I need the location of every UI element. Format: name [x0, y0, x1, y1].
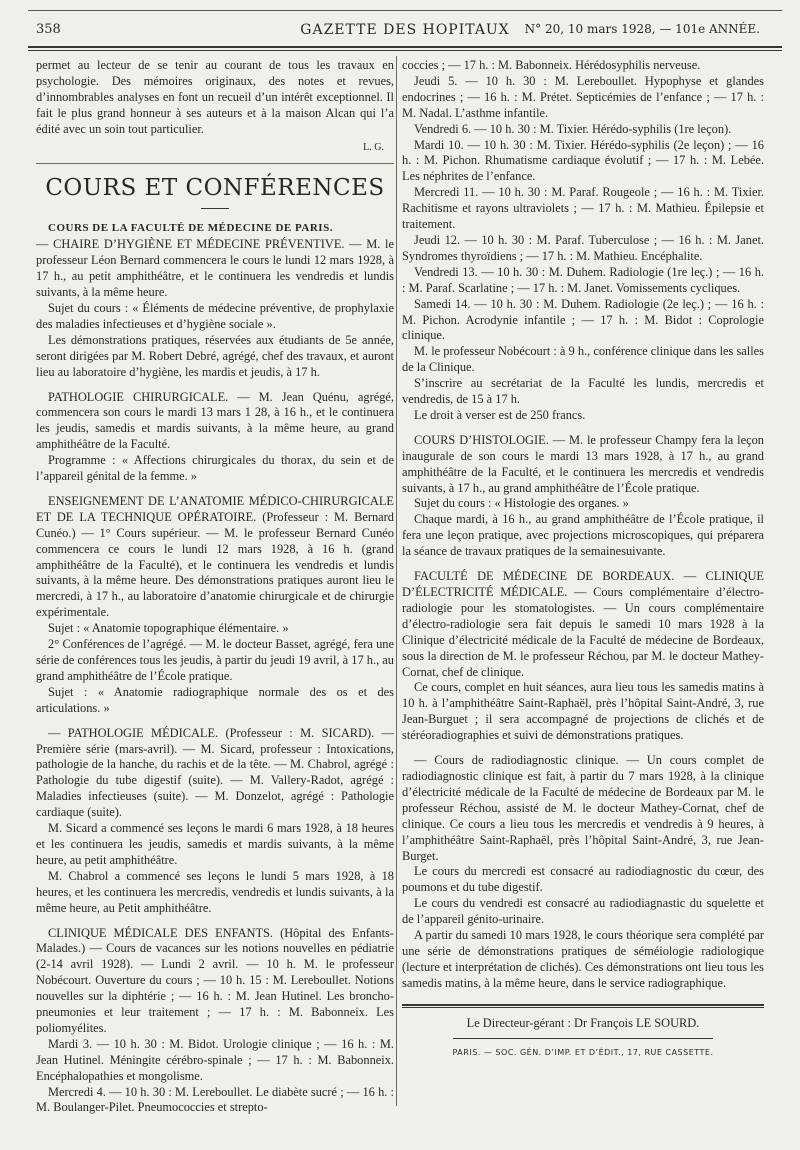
surgical-pathology-program: Programme : « Affections chirurgicales du thorax, du sein et de l’appareil génital de la femme. »: [36, 453, 394, 484]
chabrol-lessons: M. Chabrol a commencé ses leçons le lundi 5 mars 1928, à 18 heures, et les continuera les mercredis, vendredis et lundis suivants, à la même heure, au Petit amphithéâtre.: [36, 868, 394, 915]
anatomy-course-paragraph: ENSEIGNEMENT DE L’ANATOMIE MÉDICO-CHIRURGICALE ET DE LA TECHNIQUE OPÉRATOIRE. (Professeur : M. Bernard Cunéo.) — 1° Cours supérieur. — M. le professeur Bernard Cunéo commencera ce cours le lundi 12 mars 1928, à 16 h. (grand amphithéâtre de la Faculté), et le continuera les vendredis et lundis suivants, à la même heure. Des démonstrations pratiques auront lieu le mercredi, à 17 h., au laboratoire d’anatomie chirurgicale et de chirurgie expérimentale.: [36, 493, 394, 620]
bordeaux-paragraph: FACULTÉ DE MÉDECINE DE BORDEAUX. — CLINIQUE D’ÉLECTRICITÉ MÉDICALE. — Cours complémentaire d’électro-radiologie pour les stomatologistes. — Un cours complémentaire d’électro-radiologie sera fait depuis le samedi 10 mars 1928 à la Clinique d’électricité médicale de la Faculté de médecine de Bordeaux, sous la direction de M. le professeur Réchou, par M. le docteur Mathey-Cornat, chef de clinique.: [402, 569, 764, 679]
schedule-jeudi-5: Jeudi 5. — 10 h. 30 : M. Lereboullet. Hypophyse et glandes endocrines ; — 16 h. : M. Prétet. Septicémies de l’enfance ; — 17 h. : M. Nadal. L’asthme infantile.: [402, 73, 764, 120]
footer-rule-thin: [402, 1007, 764, 1008]
histology-practical: Chaque mardi, à 16 h., au grand amphithéâtre de l’École pratique, il fera une leçon pratique, avec projections microscopiques, qui préparera la séance de travaux pratiques de la semainesuivante.: [402, 512, 764, 559]
anatomy-radiographic-subject: Sujet : « Anatomie radiographique normale des os et des articulations. »: [36, 684, 394, 715]
title-rule: [201, 208, 229, 209]
page-header: [28, 8, 782, 48]
histology-subject: Sujet du cours : « Histologie des organes. »: [414, 496, 629, 511]
right-column: [402, 58, 764, 1060]
children-clinic-paragraph: CLINIQUE MÉDICALE DES ENFANTS. (Hôpital des Enfants-Malades.) — Cours de vacances sur les notions nouvelles en pédiatrie (2-14 avril 1928). — Lundi 2 avril. — 10 h. M. le professeur Nobécourt. Ouverture du cours ; — 10 h. 15 : M. Lereboullet. Notions nouvelles sur la diphtérie ; — 16 h. : M. Jean Hutinel. Les broncho-pneumonies et leur traitement ; — 17 h. : M. Babonneix. Les poliomyélites.: [36, 925, 394, 1035]
section-title: COURS ET CONFÉRENCES: [45, 175, 385, 202]
radiodiagnostic-wednesday: Le cours du mercredi est consacré au radiodiagnostic du cœur, des poumons et du tube digestif.: [402, 864, 764, 895]
anatomy-subject: Sujet : « Anatomie topographique élémentaire. »: [48, 621, 289, 636]
header-top-rule: [28, 10, 782, 11]
left-column: [36, 58, 394, 1116]
schedule-jeudi-12: Jeudi 12. — 10 h. 30 : M. Paraf. Tuberculose ; — 16 h. : M. Janet. Syndromes thyroïdiens ; — 17 h. : M. Mathieu. Encéphalite.: [402, 232, 764, 263]
journal-title: GAZETTE DES HOPITAUX: [300, 22, 510, 38]
sicard-lessons: M. Sicard a commencé ses leçons le mardi 6 mars 1928, à 18 heures et les continuera les jeudis, samedis et mardis suivants, à la même heure, au petit amphithéâtre.: [36, 821, 394, 867]
radiodiagnostic-friday: Le cours du vendredi est consacré au radiodiagnastic du squelette et de l’appareil génito-urinaire.: [402, 896, 764, 927]
children-clinic-wednesday: Mercredi 4. — 10 h. 30 : M. Lereboullet. Le diabète sucré ; — 16 h. : M. Boulanger-Pilet. Pneumococcies et strepto-: [36, 1084, 394, 1115]
fee-note: Le droit à verser est de 250 francs.: [414, 407, 586, 422]
hygiene-subject: Sujet du cours : « Éléments de médecine préventive, de prophylaxie des maladies infectieuses et d’hygiène sociale ».: [36, 300, 394, 331]
medical-pathology-paragraph: — PATHOLOGIE MÉDICALE. (Professeur : M. SICARD). — Première série (mars-avril). — M. Sicard, professeur : Intoxications, pathologie de la hanche, du rachis et de la tête. — M. Chabrol, agrégé : Pathologie du tube digestif (suite). — M. Vallery-Radot, agrégé : Maladies infectieuses (suite). — M. Donzelot, agrégé : Pathologie cardiaque (suite).: [36, 725, 394, 820]
printer-line: PARIS. — SOC. GÉN. D’IMP. ET D’ÉDIT., 17, RUE CASSETTE.: [452, 1047, 714, 1057]
bordeaux-course-details: Ce cours, complet en huit séances, aura lieu tous les samedis matins à 10 h. à l’amphithéâtre Saint-Raphaël, près l’hôpital Saint-André, 3, rue Jean-Burguet ; il sera accompagné de projections de clichés et de stéréoradiographies et suivi de démonstrations pratiques.: [402, 680, 764, 743]
schedule-samedi-14: Samedi 14. — 10 h. 30 : M. Duhem. Radiologie (2e leç.) ; — 16 h. : M. Pichon. Acrodynie infantile ; — 17 h. : M. Bidot : Coprologie clinique.: [402, 296, 764, 343]
header-rule: [28, 46, 782, 48]
issue-date: N° 20, 10 mars 1928, — 101e ANNÉE.: [524, 22, 760, 36]
footer-short-rule: [453, 1038, 713, 1039]
schedule-vendredi-6: Vendredi 6. — 10 h. 30 : M. Tixier. Hérédo-syphilis (1re leçon).: [414, 121, 732, 136]
hygiene-paragraph: — CHAIRE D’HYGIÈNE ET MÉDECINE PRÉVENTIVE. — M. le professeur Léon Bernard commencera le cours le lundi 12 mars 1928, à 17 h., au petit amphithéâtre, et le continuera les vendredis et lundis suivants, à la même heure.: [36, 237, 394, 300]
continued-paragraph: coccies ; — 17 h. : M. Babonneix. Hérédosyphilis nerveuse.: [402, 58, 701, 72]
surgical-pathology-paragraph: PATHOLOGIE CHIRURGICALE. — M. Jean Quénu, agrégé, commencera son cours le mardi 13 mars 1 28, à 16 h., et le continuera les jeudis, samedis et mardis suivants, à la même heure, au grand amphithéâtre de la Faculté.: [36, 389, 394, 452]
children-clinic-tuesday: Mardi 3. — 10 h. 30 : M. Bidot. Urologie clinique ; — 16 h. : M. Jean Hutinel. Méningite cérébro-spinale ; — 17 h. : M. Babonneix. Encéphalopathies et mongolisme.: [36, 1036, 394, 1083]
section-separator: [36, 163, 394, 164]
radiodiagnostic-paragraph: — Cours de radiodiagnostic clinique. — Un cours complet de radiodiagnostic clinique est fait, à partir du 7 mars 1928, à la clinique d’électricité médicale de la Faculté de médecine de Bordeaux par M. le professeur Réchou, assisté de M. le docteur Mathey-Cornat, chef de clinique. Ce cours a lieu tous les mercredis et vendredis à 9 heures, à l’amphithéâtre Saint-Raphaël, près l’hôpital Saint-André, 3, rue Jean-Burget.: [402, 753, 764, 863]
footer-rule: [402, 1004, 764, 1006]
schedule-mardi-10: Mardi 10. — 10 h. 30 : M. Tixier. Hérédo-syphilis (2e leçon) ; — 16 h. : M. Pichon. Rhumatisme cardiaque évolutif ; — 17 h. : M. Lebée. Les néphrites de l’enfance.: [402, 137, 764, 184]
faculty-paris-heading: COURS DE LA FACULTÉ DE MÉDECINE DE PARIS.: [48, 222, 333, 235]
header-rule-thin: [28, 50, 782, 51]
nobecourt-note: M. le professeur Nobécourt : à 9 h., conférence clinique dans les salles de la Clinique.: [402, 344, 764, 375]
review-signature: L. G.: [363, 141, 384, 153]
review-paragraph: permet au lecteur de se tenir au courant de tous les travaux en psychologie. Des mémoires originaux, des notes et revues, d’innombrables analyses en font un recueil d’un intérêt exceptionnel. Il fait le plus grand honneur à ses auteurs et à la maison Alcan qui l’a édité avec un soin tout particulier.: [36, 58, 394, 136]
radiodiagnostic-saturday: A partir du samedi 10 mars 1928, le cours théorique sera complété par une série de démonstrations pratiques de séméiologie radiologique (lecture et interprétation de clichés). Ces démonstrations ont lieu tous les samedis matins, à la même heure, dans le service radiographique.: [402, 928, 764, 990]
page-number: 358: [36, 22, 61, 37]
histology-paragraph: COURS D’HISTOLOGIE. — M. le professeur Champy fera la leçon inaugurale de son cours le mardi 13 mars 1928, à 17 h., au grand amphithéâtre de la Faculté, et le continuera les mercredis et vendredis suivants, à 17 h., au grand amphithéâtre de l’École pratique.: [402, 432, 764, 495]
director-line: Le Directeur-gérant : Dr François LE SOURD.: [466, 1015, 700, 1030]
registration-note: S’inscrire au secrétariat de la Faculté les lundis, mercredis et vendredis, de 15 à 17 h.: [402, 376, 764, 407]
schedule-vendredi-13: Vendredi 13. — 10 h. 30 : M. Duhem. Radiologie (1re leç.) ; — 16 h. : M. Paraf. Scarlatine ; — 17 h. : M. Janet. Vomissements cycliques.: [402, 264, 764, 295]
schedule-mercredi-11: Mercredi 11. — 10 h. 30 : M. Paraf. Rougeole ; — 16 h. : M. Tixier. Rachitisme et rayons ultraviolets ; — 17 h. : M. Mathieu. Épilepsie et traitement.: [402, 185, 764, 232]
hygiene-demonstrations: Les démonstrations pratiques, réservées aux étudiants de 5e année, seront dirigées par M. Robert Debré, agrégé, chef des travaux, et auront lieu au laboratoire d’hygiène, les mardis et jeudis, à 17 h.: [36, 332, 394, 379]
anatomy-conferences: 2° Conférences de l’agrégé. — M. le docteur Basset, agrégé, fera une série de conférences tous les jeudis, à partir du jeudi 19 avril, à 17 h., au grand amphithéâtre de l’École pratique.: [36, 637, 394, 683]
column-divider: [396, 56, 397, 1106]
